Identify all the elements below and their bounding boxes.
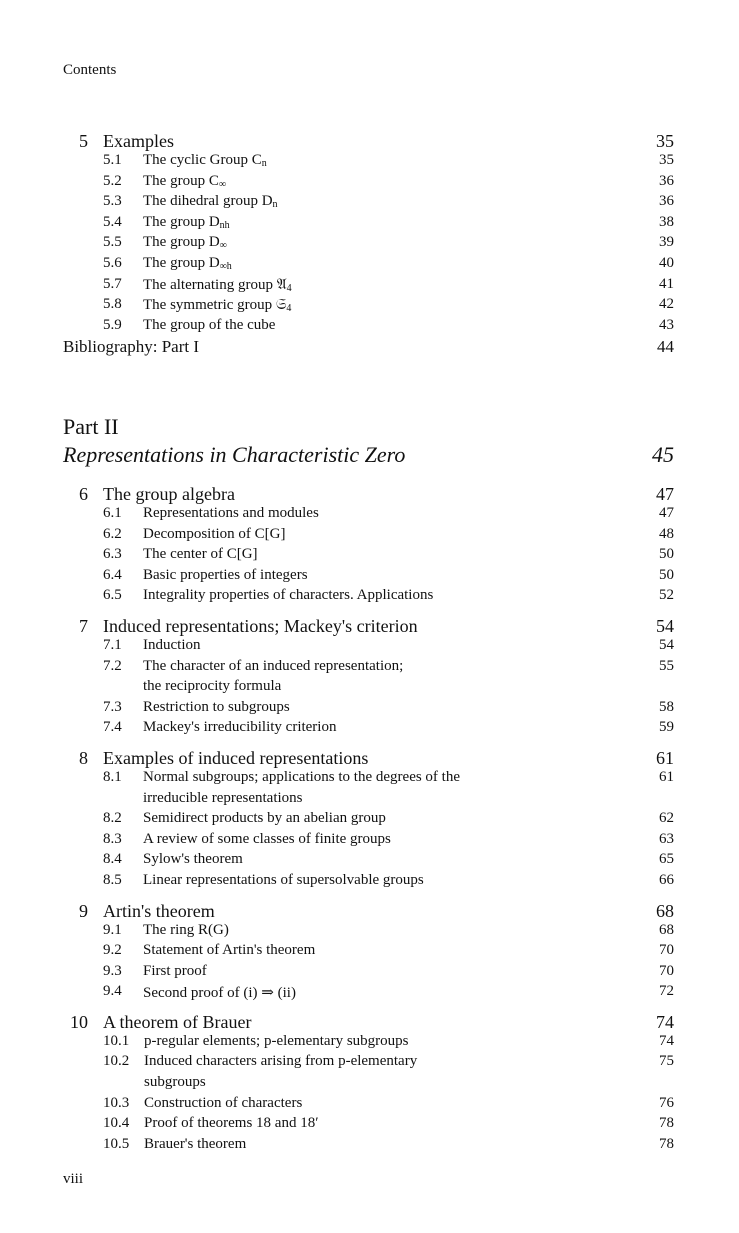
chapter-gap [63,608,674,616]
section-entry[interactable] [63,872,674,893]
section-number: 9.2 [103,942,122,959]
section-entry[interactable] [63,546,674,567]
section-title: p-regular elements; p-elementary subgroups [144,1032,409,1049]
section-entry[interactable] [63,1053,674,1074]
section-entry[interactable] [63,637,674,658]
section-entry[interactable] [63,810,674,831]
part-page-number: 45 [652,442,674,467]
part-2-chapters [63,484,674,1156]
section-number: 9.4 [103,983,122,1000]
chapter-number: 5 [79,131,88,151]
chapter-entry[interactable] [63,484,674,505]
page-number: 58 [659,698,674,715]
section-title: Proof of theorems 18 and 18′ [144,1115,319,1132]
section-title: The character of an induced representation; [143,657,404,674]
chapter-title: The group algebra [103,484,235,504]
section-title-cont: the reciprocity formula [143,678,282,695]
section-entry[interactable] [63,1095,674,1116]
section-title: Second proof of (i) ⇒ (ii) [143,985,296,1002]
section-entry[interactable] [63,922,674,943]
section-entry[interactable] [63,193,674,214]
page-number: 70 [659,962,674,979]
page-number: 59 [659,719,674,736]
section-entry[interactable] [63,587,674,608]
chapter-entry[interactable] [63,748,674,769]
section-title: Linear representations of supersolvable groups [143,871,424,888]
section-title-continuation [63,1074,674,1095]
section-title: Brauer's theorem [144,1135,247,1152]
chapter-gap [63,893,674,901]
subscript: 4 [286,303,292,315]
section-title-text: The cyclic Group C [143,152,262,168]
section-entry[interactable] [63,1136,674,1157]
page-number: 78 [659,1135,674,1152]
chapter-number: 7 [79,615,88,636]
section-title [143,214,230,231]
section-title: Integrality properties of characters. Applications [143,587,434,604]
page-folio: viii [63,1171,84,1187]
section-title: Mackey's irreducibility criterion [143,719,337,736]
section-number: 6.3 [103,546,122,563]
section-number: 5.8 [103,296,122,313]
page-number: 72 [659,983,674,1000]
section-number: 8.1 [103,768,122,785]
section-number: 5.3 [103,193,122,210]
section-title: Statement of Artin's theorem [143,942,316,959]
section-title: Induced characters arising from p-elementary [144,1053,418,1070]
section-title: Representations and modules [143,505,319,521]
chapter-title: Artin's theorem [103,900,215,921]
section-number: 5.9 [103,316,122,333]
section-number: 8.3 [103,830,122,847]
chapter-gap [63,740,674,748]
chapter-5-block [63,131,674,361]
section-entry[interactable] [63,719,674,740]
section-entry[interactable] [63,214,674,235]
page-number: 52 [659,587,674,604]
page-number: 74 [656,1011,674,1032]
page-number: 50 [659,546,674,563]
section-number: 6.5 [103,587,122,604]
page-number: 42 [659,296,674,313]
section-number: 10.3 [103,1094,130,1111]
chapter-entry[interactable] [63,1012,674,1033]
page-number: 47 [656,484,674,504]
page-number: 62 [659,810,674,827]
section-title: Construction of characters [144,1094,303,1111]
section-number: 9.3 [103,962,122,979]
section-title: Basic properties of integers [143,566,308,583]
section-number: 8.2 [103,810,122,827]
chapter-title: Examples of induced representations [103,747,369,768]
section-entry[interactable] [63,963,674,984]
section-entry[interactable] [63,1033,674,1054]
section-title-continuation [63,678,674,699]
section-title-cont: subgroups [144,1074,206,1091]
section-entry[interactable] [63,983,674,1004]
page-number: 78 [659,1115,674,1132]
page-number: 47 [659,505,674,521]
page-number: 66 [659,871,674,888]
section-title [143,152,267,169]
section-entry[interactable] [63,234,674,255]
page-number: 44 [657,337,674,357]
section-title-text: The group D [143,234,220,251]
section-number: 7.2 [103,657,122,674]
section-number: 10.2 [103,1053,130,1070]
chapter-gap [63,1004,674,1012]
section-number: 7.1 [103,636,122,653]
section-title [143,173,226,190]
section-entry[interactable] [63,255,674,276]
page-number: 61 [656,747,674,768]
section-number: 10.4 [103,1115,130,1132]
section-number: 7.3 [103,698,122,715]
section-entry[interactable] [63,567,674,588]
section-title [143,255,232,272]
page-number: 54 [656,615,674,636]
section-title-text: The dihedral group D [143,193,273,210]
section-title-text: The group C [143,172,219,189]
section-title [143,234,227,251]
page-number: 63 [659,830,674,847]
chapter-number: 6 [79,484,88,504]
chapter-title: Induced representations; Mackey's criterion [103,615,418,636]
section-title: The center of C[G] [143,546,258,563]
part-title-text: Representations in Characteristic Zero [63,442,406,467]
section-number: 7.4 [103,719,122,736]
section-entry[interactable] [63,942,674,963]
part-title [63,442,674,468]
section-title: Sylow's theorem [143,851,243,868]
section-title [143,193,278,210]
subscript: n [272,199,278,211]
page-number: 68 [659,921,674,938]
section-number: 5.7 [103,275,122,292]
page-number: 74 [659,1032,674,1049]
section-entry[interactable] [63,276,674,297]
section-title: Normal subgroups; applications to the degrees of the [143,768,461,785]
chapter-number: 8 [79,747,88,768]
section-entry[interactable] [63,699,674,720]
section-entry[interactable] [63,851,674,872]
section-number: 5.2 [103,172,122,189]
section-entry[interactable] [63,1115,674,1136]
section-title: First proof [143,962,207,979]
section-number: 9.1 [103,921,122,938]
chapter-entry[interactable] [63,616,674,637]
section-entry[interactable] [63,831,674,852]
page-number: 36 [659,172,674,189]
section-entry[interactable] [63,317,674,338]
page-number: 38 [659,213,674,230]
section-entry[interactable] [63,526,674,547]
section-title: Decomposition of C[G] [143,525,286,542]
section-number: 5.6 [103,254,122,271]
section-number: 6.2 [103,525,122,542]
section-number: 10.5 [103,1135,130,1152]
page-number: 65 [659,851,674,868]
section-number: 5.1 [103,152,122,168]
subscript: n [261,158,267,169]
section-title [143,317,275,334]
chapter-number: 9 [79,900,88,921]
page-number: 75 [659,1053,674,1070]
section-title: A review of some classes of finite groups [143,830,391,847]
section-title-text: The group D [143,213,220,230]
page-number: 43 [659,316,674,333]
section-entry[interactable] [63,505,674,526]
page-number: 36 [659,193,674,210]
section-title: Semidirect products by an abelian group [143,810,386,827]
page-number: 54 [659,636,674,653]
section-number: 8.4 [103,851,122,868]
section-title-text: The group of the cube [143,316,276,333]
section-entry[interactable] [63,173,674,194]
page-number: 55 [659,657,674,674]
section-number: 6.1 [103,505,122,521]
bibliography-title: Bibliography: Part I [63,337,199,357]
section-title-text: The symmetric group 𝔖 [143,297,287,314]
section-title [143,276,292,294]
section-title: Restriction to subgroups [143,698,290,715]
section-title-continuation [63,790,674,811]
subscript: ∞h [219,260,232,272]
section-number: 6.4 [103,566,122,583]
page-number: 35 [659,152,674,168]
subscript: ∞ [219,240,227,252]
section-entry[interactable] [63,658,674,679]
section-title [143,296,291,314]
page-number: 70 [659,942,674,959]
section-title-cont: irreducible representations [143,789,303,806]
section-title-text: The alternating group 𝔄 [143,276,287,293]
page-number: 40 [659,254,674,271]
section-number: 5.4 [103,213,122,230]
section-title: Induction [143,636,201,653]
bibliography-entry[interactable] [63,337,674,361]
section-list [63,152,674,337]
section-title-text: The group D [143,254,220,271]
section-number: 8.5 [103,871,122,888]
section-number: 5.5 [103,234,122,251]
section-entry[interactable] [63,769,674,790]
section-entry[interactable] [63,152,674,173]
part-label: Part II [63,414,119,439]
page-number: 35 [656,131,674,151]
running-head: Contents [63,62,117,78]
section-title: The ring R(G) [143,921,229,938]
page-number: 61 [659,768,674,785]
subscript: 4 [286,282,292,294]
subscript: ∞ [218,178,226,190]
page-number: 41 [659,275,674,292]
page-number: 50 [659,566,674,583]
page-number: 48 [659,525,674,542]
chapter-entry[interactable] [63,131,674,152]
chapter-number: 10 [70,1011,88,1032]
chapter-entry[interactable] [63,901,674,922]
subscript: nh [219,219,230,231]
chapter-title: A theorem of Brauer [103,1011,252,1032]
page-number: 76 [659,1094,674,1111]
page-number: 39 [659,234,674,251]
section-entry[interactable] [63,296,674,317]
page-number: 68 [656,900,674,921]
chapter-title: Examples [103,131,174,151]
section-number: 10.1 [103,1032,130,1049]
